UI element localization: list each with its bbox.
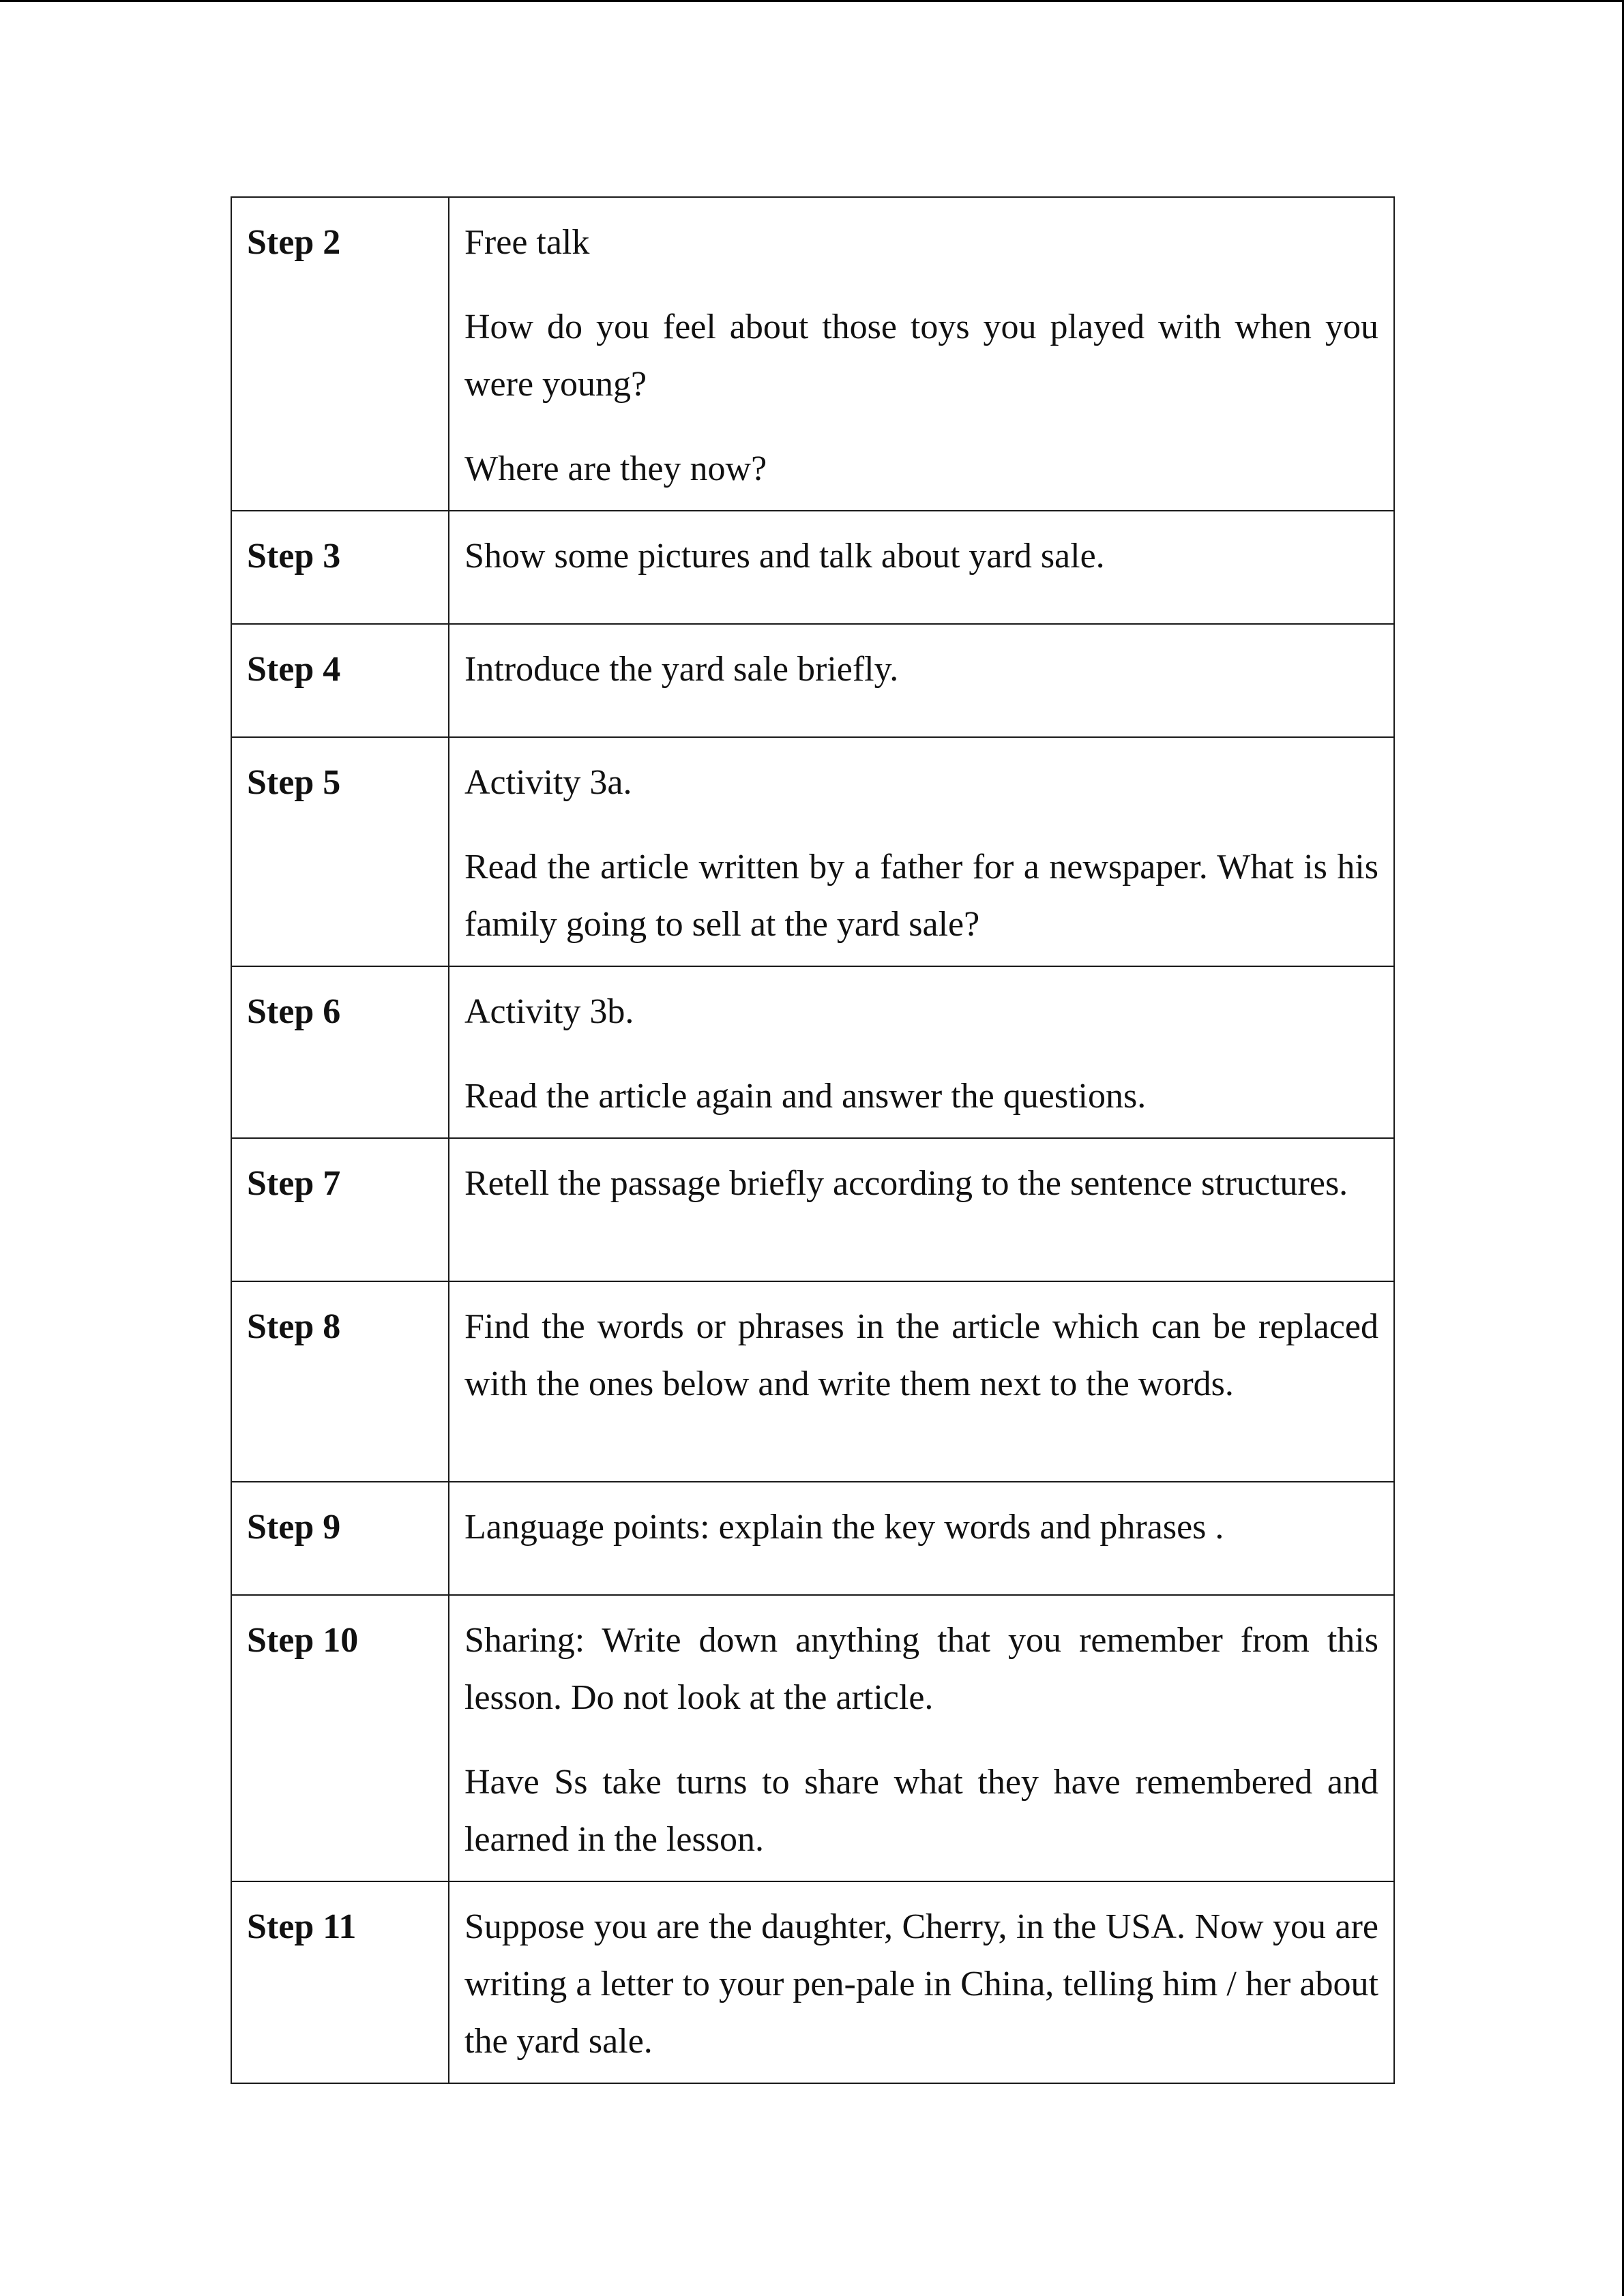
step-label: Step 4 [231, 624, 449, 737]
step-label: Step 5 [231, 737, 449, 966]
step-content [449, 624, 1394, 737]
step-content [449, 1595, 1394, 1881]
step-paragraph: Read the article written by a father for a newspaper. What is his family going to sell at the yard sale? [464, 848, 1378, 944]
step-content [449, 197, 1394, 511]
table-row [231, 737, 1394, 966]
step-paragraph: Retell the passage briefly according to the sentence structures. [464, 1164, 1348, 1203]
step-paragraph: Where are they now? [464, 449, 767, 488]
table-row [231, 1138, 1394, 1281]
step-paragraph: Activity 3b. [464, 992, 634, 1031]
step-label: Step 7 [231, 1138, 449, 1281]
step-content [449, 1138, 1394, 1281]
step-paragraph: Free talk [464, 223, 590, 262]
step-content [449, 1281, 1394, 1482]
step-paragraph: Find the words or phrases in the article which can be replaced with the ones below and write them next to the words. [464, 1307, 1378, 1403]
step-label: Step 10 [231, 1595, 449, 1881]
table-row [231, 966, 1394, 1138]
step-paragraph: Suppose you are the daughter, Cherry, in the USA. Now you are writing a letter to your pen-pale in China, telling him / her about the yard sale. [464, 1907, 1378, 2061]
step-label: Step 2 [231, 197, 449, 511]
step-paragraph: Activity 3a. [464, 763, 632, 802]
step-paragraph: Show some pictures and talk about yard sale. [464, 537, 1105, 576]
step-label: Step 3 [231, 511, 449, 624]
step-content [449, 511, 1394, 624]
table-row [231, 511, 1394, 624]
step-paragraph: Introduce the yard sale briefly. [464, 650, 899, 689]
table-row [231, 1595, 1394, 1881]
step-label: Step 8 [231, 1281, 449, 1482]
page-top-border [0, 0, 1624, 2]
step-label: Step 9 [231, 1482, 449, 1595]
step-label: Step 6 [231, 966, 449, 1138]
step-paragraph: Read the article again and answer the questions. [464, 1077, 1147, 1116]
step-paragraph: Sharing: Write down anything that you remember from this lesson. Do not look at the article. [464, 1621, 1378, 1717]
step-content [449, 737, 1394, 966]
table-row [231, 197, 1394, 511]
step-paragraph: Have Ss take turns to share what they have remembered and learned in the lesson. [464, 1763, 1378, 1859]
lesson-steps-table [231, 196, 1395, 2084]
step-label: Step 11 [231, 1881, 449, 2083]
step-paragraph: Language points: explain the key words and phrases . [464, 1508, 1224, 1547]
step-content [449, 1881, 1394, 2083]
step-content [449, 966, 1394, 1138]
table-row [231, 1482, 1394, 1595]
step-content [449, 1482, 1394, 1595]
table-row [231, 1281, 1394, 1482]
table-row [231, 1881, 1394, 2083]
table-row [231, 624, 1394, 737]
step-paragraph: How do you feel about those toys you played with when you were young? [464, 308, 1378, 404]
